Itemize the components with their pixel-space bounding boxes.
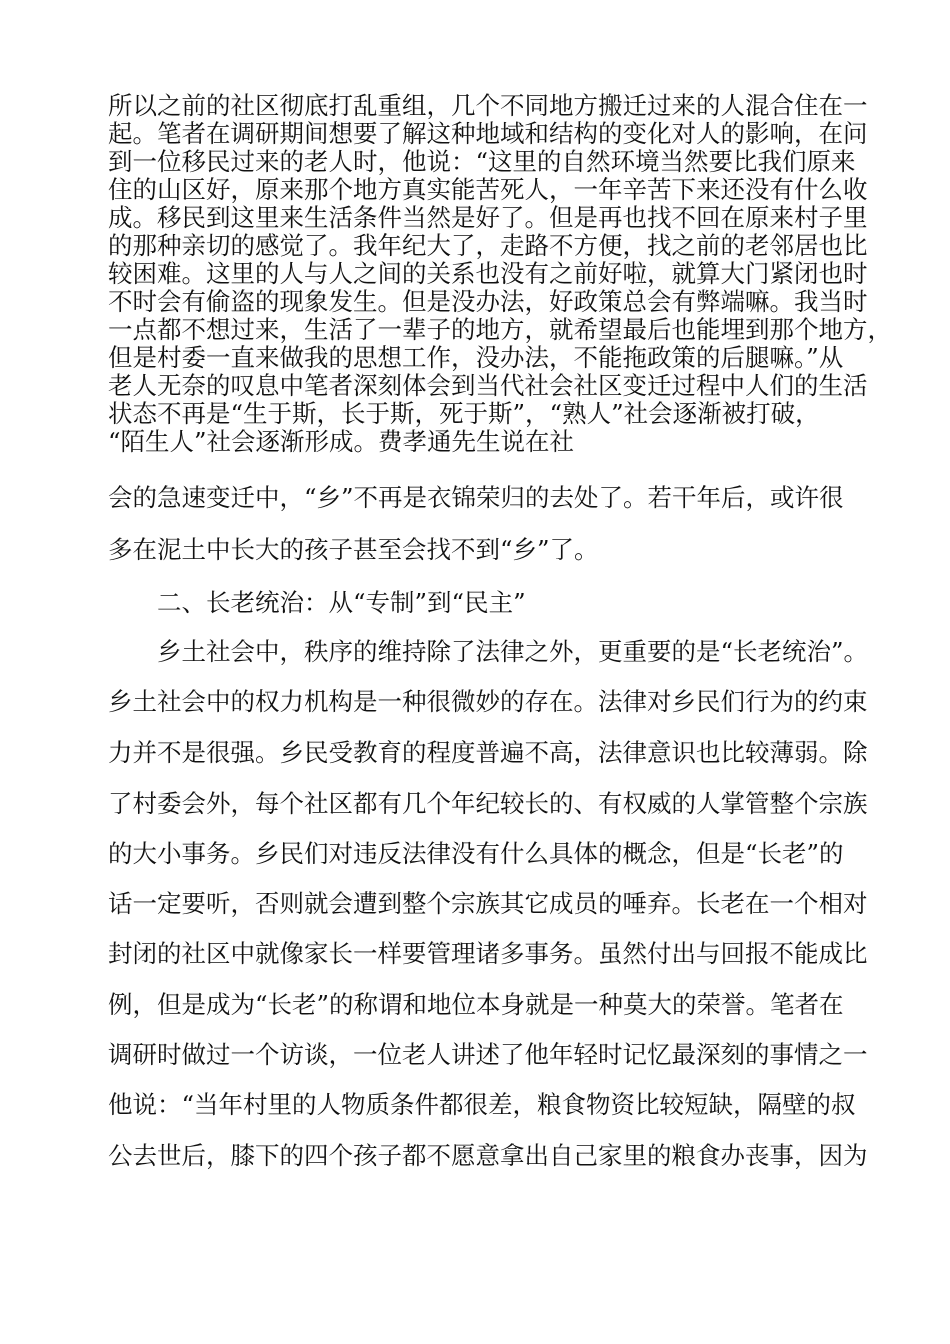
- text-line: 起。笔者在调研期间想要了解这种地域和结构的变化对人的影响，在问: [108, 119, 868, 148]
- text-line: 乡土社会中，秩序的维持除了法律之外，更重要的是“长老统治”。: [157, 637, 869, 666]
- text-line: 调研时做过一个访谈，一位老人讲述了他年轻时记忆最深刻的事情之一: [108, 1040, 868, 1069]
- text-line: 的那种亲切的感觉了。我年纪大了，走路不方便，找之前的老邻居也比: [108, 231, 868, 260]
- text-line: 的大小事务。乡民们对违反法律没有什么具体的概念，但是“长老”的: [108, 839, 844, 868]
- text-line: 状态不再是“生于斯，长于斯，死于斯”，“熟人”社会逐渐被打破，: [108, 399, 820, 428]
- text-line: 住的山区好，原来那个地方真实能苦死人，一年辛苦下来还没有什么收: [108, 175, 868, 204]
- text-line: 到一位移民过来的老人时，他说：“这里的自然环境当然要比我们原来: [108, 147, 856, 176]
- text-line: 不时会有偷盗的现象发生。但是没办法，好政策总会有弊端嘛。我当时: [108, 287, 868, 316]
- text-line: 较困难。这里的人与人之间的关系也没有之前好啦，就算大门紧闭也时: [108, 259, 868, 288]
- text-line: 他说：“当年村里的人物质条件都很差，粮食物资比较短缺，隔壁的叔: [108, 1090, 856, 1119]
- text-line: 但是村委一直来做我的思想工作，没办法，不能拖政策的后腿嘛。”从: [108, 343, 844, 372]
- text-line: 所以之前的社区彻底打乱重组，几个不同地方搬迁过来的人混合住在一: [108, 91, 868, 120]
- section-heading: 二、长老统治：从“专制”到“民主”: [157, 588, 526, 617]
- text-line: 会的急速变迁中，“乡”不再是衣锦荣归的去处了。若干年后，或许很: [108, 483, 844, 512]
- text-line: 力并不是很强。乡民受教育的程度普遍不高，法律意识也比较薄弱。除: [108, 738, 868, 767]
- text-line: 乡土社会中的权力机构是一种很微妙的存在。法律对乡民们行为的约束: [108, 687, 868, 716]
- text-line: 了村委会外，每个社区都有几个年纪较长的、有权威的人掌管整个宗族: [108, 789, 868, 818]
- text-line: 公去世后，膝下的四个孩子都不愿意拿出自己家里的粮食办丧事，因为: [108, 1141, 868, 1170]
- text-line: 封闭的社区中就像家长一样要管理诸多事务。虽然付出与回报不能成比: [108, 939, 868, 968]
- text-line: 老人无奈的叹息中笔者深刻体会到当代社会社区变迁过程中人们的生活: [108, 371, 868, 400]
- text-line: “陌生人”社会逐渐形成。费孝通先生说在社: [108, 427, 575, 456]
- text-line: 多在泥土中长大的孩子甚至会找不到“乡”了。: [108, 535, 599, 564]
- text-line: 成。移民到这里来生活条件当然是好了。但是再也找不回在原来村子里: [108, 203, 868, 232]
- text-line: 例，但是成为“长老”的称谓和地位本身就是一种莫大的荣誉。笔者在: [108, 990, 844, 1019]
- text-line: 一点都不想过来，生活了一辈子的地方，就希望最后也能埋到那个地方，: [108, 315, 892, 344]
- text-line: 话一定要听，否则就会遭到整个宗族其它成员的唾弃。长老在一个相对: [108, 889, 868, 918]
